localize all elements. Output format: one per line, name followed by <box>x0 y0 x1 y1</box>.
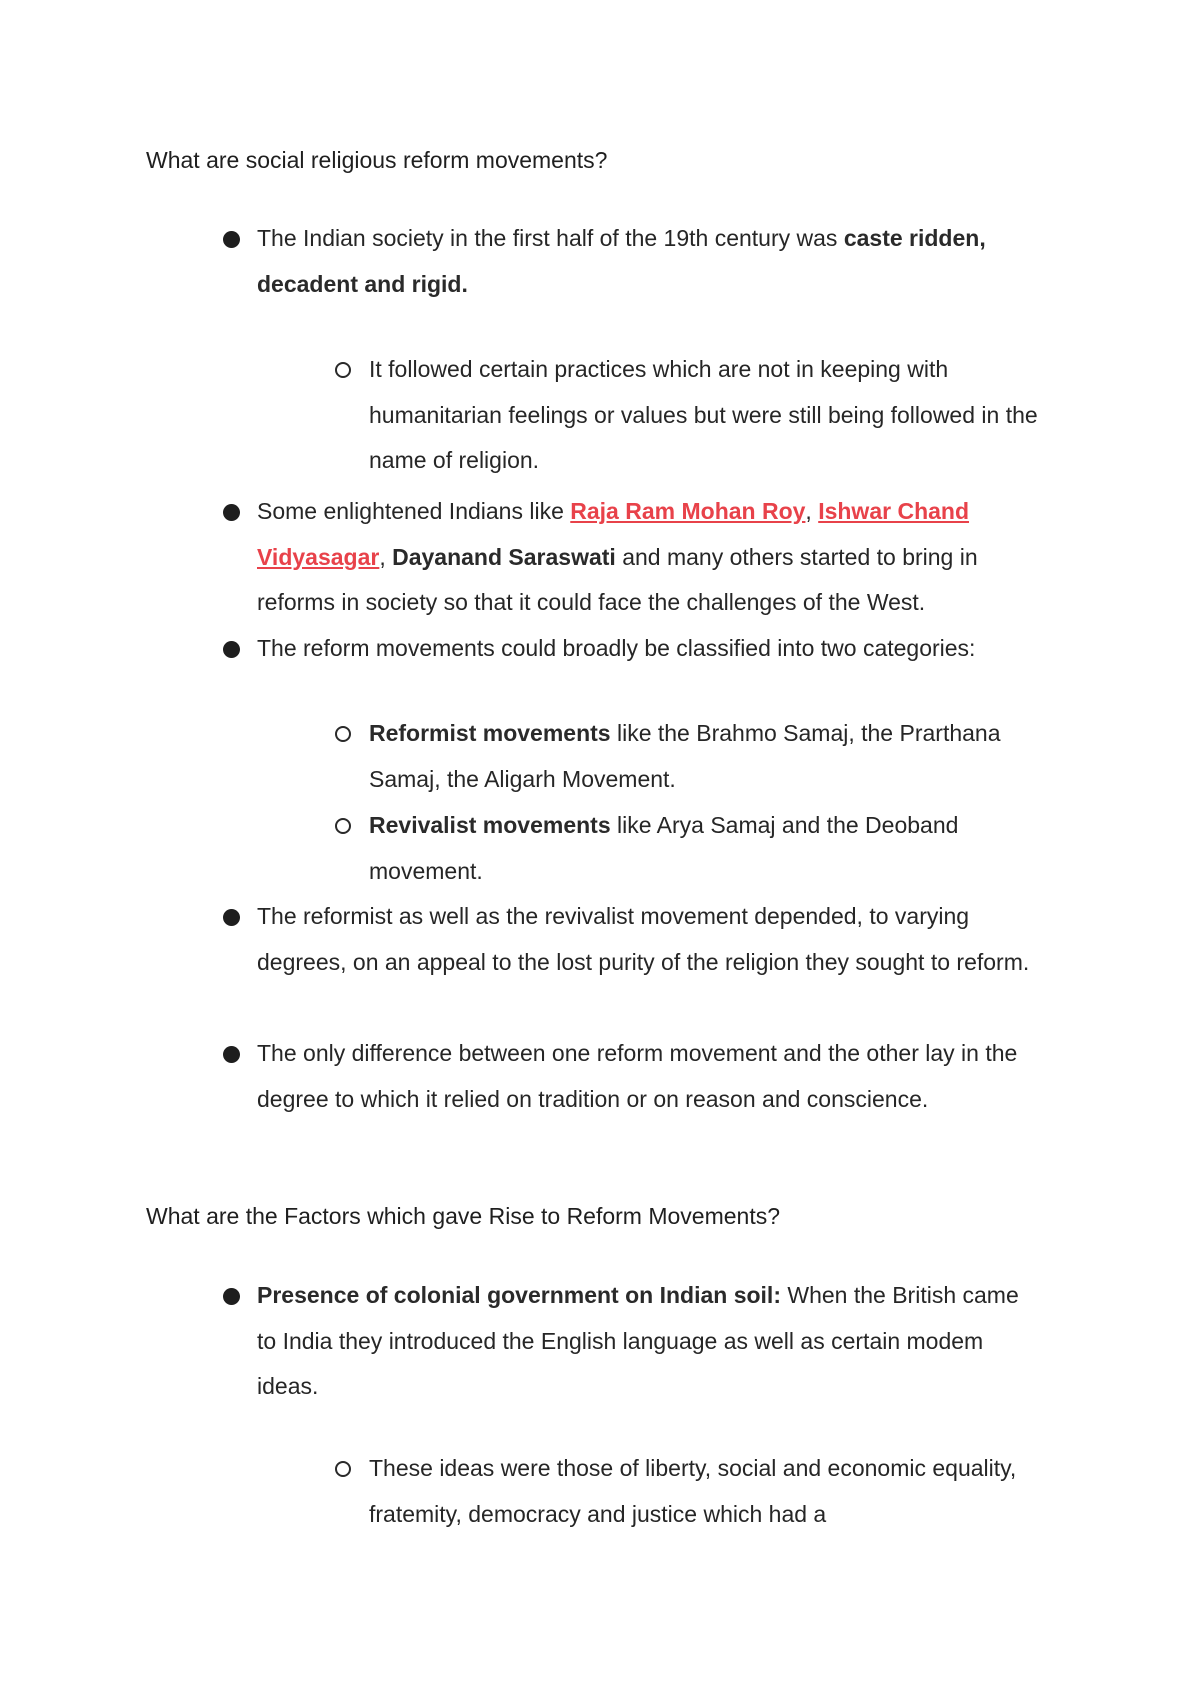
bullet-disc-icon <box>223 1046 240 1063</box>
bullet-circle-icon <box>335 362 351 378</box>
bullet-disc-icon <box>223 231 240 248</box>
list-subitem-ideas: These ideas were those of liberty, social and economic equality, fratemity, democracy and justice which had a <box>369 1455 1017 1527</box>
list-item-only-difference: The only difference between one reform movement and the other lay in the degree to which it relied on tradition or on reason and conscience. <box>257 1040 1018 1112</box>
link-raja-ram-mohan-roy[interactable]: Raja Ram Mohan Roy <box>570 498 806 524</box>
bullet-disc-icon <box>223 909 240 926</box>
bullet-disc-icon <box>223 641 240 658</box>
item-bold-text: Revivalist movements <box>369 812 611 838</box>
item-text: like the Brahmo Samaj, the Prarthana Samaj, the Aligarh Movement. <box>369 720 1001 792</box>
item-text: Some enlightened Indians like <box>257 498 571 524</box>
list-subitem-practices: It followed certain practices which are not in keeping with humanitarian feelings or values but were still being followed in the name of religion. <box>369 356 1038 473</box>
bullet-circle-icon <box>335 818 351 834</box>
item-bold-text: Presence of colonial government on Indian soil: <box>257 1282 781 1308</box>
bullet-disc-icon <box>223 1288 240 1305</box>
list-item-reform-categories: The reform movements could broadly be classified into two categories: <box>257 635 976 661</box>
section-heading-social-reform: What are social religious reform movements? <box>146 147 608 173</box>
link-ishwar-chand-vidyasagar[interactable]: Ishwar Chand Vidyasagar <box>257 498 970 570</box>
item-separator: , <box>805 498 819 524</box>
bullet-circle-icon <box>335 726 351 742</box>
bullet-disc-icon <box>223 504 240 521</box>
list-item-colonial-government <box>257 1273 1037 1410</box>
item-text: The Indian society in the first half of the 19th century was <box>257 225 844 251</box>
item-bold-text: Reformist movements <box>369 720 611 746</box>
list-item-enlightened-indians <box>257 489 1037 626</box>
list-subitem-revivalist <box>369 803 1039 894</box>
list-item-reformist-revivalist: The reformist as well as the revivalist movement depended, to varying degrees, on an appeal to the lost purity of the religion they sought to reform. <box>257 903 1030 975</box>
bullet-circle-icon <box>335 1461 351 1477</box>
item-text: and many others started to bring in reforms in society so that it could face the challenges of the West. <box>257 543 978 615</box>
item-text: When the British came to India they introduced the English language as well as certain modem ideas. <box>257 1282 1019 1399</box>
item-bold-text: Dayanand Saraswati <box>392 543 616 570</box>
item-bold-text: caste ridden, decadent and rigid. <box>257 225 986 297</box>
item-separator: , <box>379 543 393 570</box>
list-subitem-reformist <box>369 711 1039 802</box>
section-heading-factors: What are the Factors which gave Rise to Reform Movements? <box>146 1203 781 1229</box>
item-text: like Arya Samaj and the Deoband movement. <box>369 812 959 884</box>
list-item-society-caste <box>257 216 1037 307</box>
